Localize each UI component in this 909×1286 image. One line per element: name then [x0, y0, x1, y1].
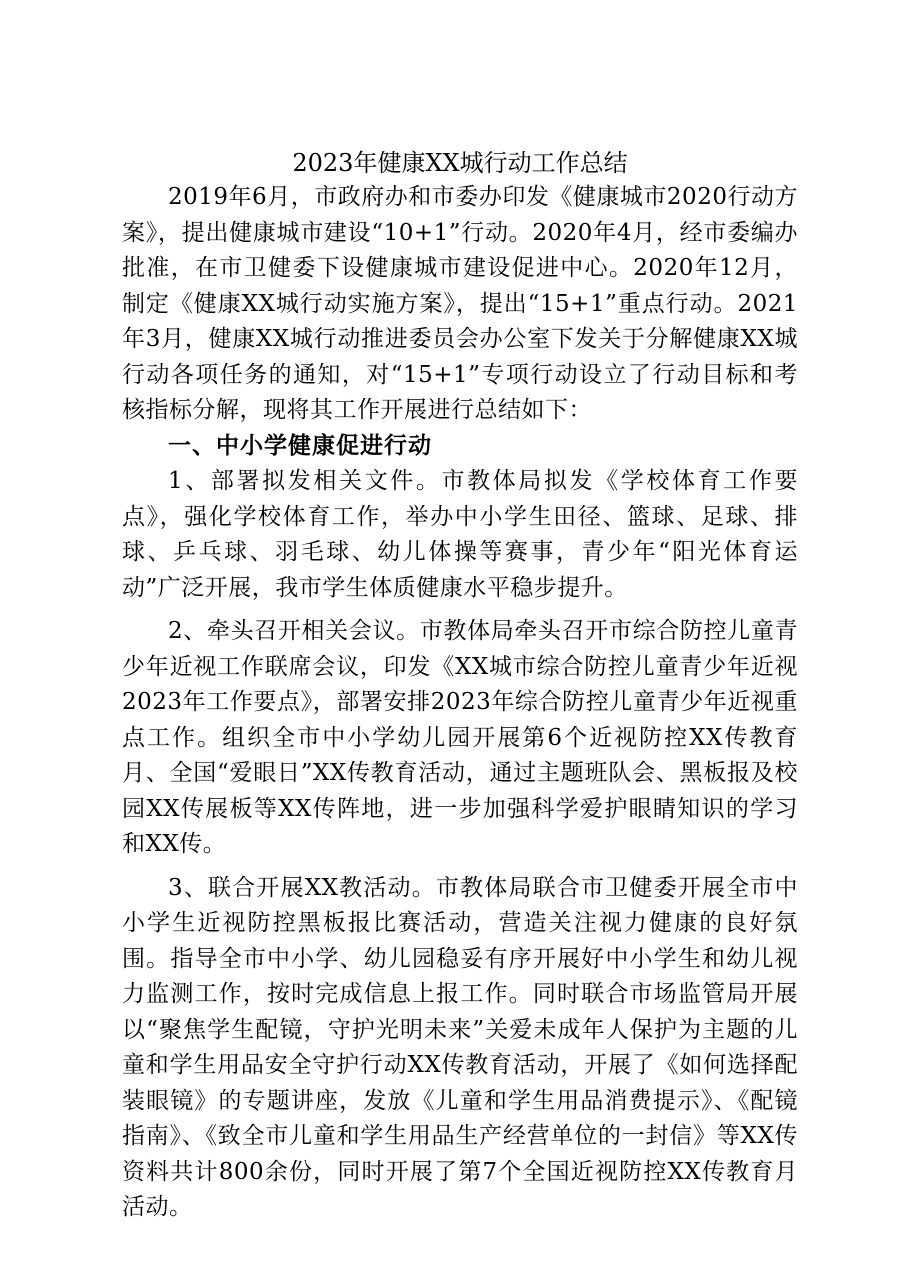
intro-paragraph: 2019年6月，市政府办和市委办印发《健康城市2020行动方案》，提出健康城市建设“10+1”行动。2020年4月，经市委编办批准，在市卫健委下设健康城市建设促进中心。2020年12月，制定《健康XX城行动实施方案》，提出“15+1”重点行动。2021年3月，健康XX城行动推进委员会办公室下发关于分解健康XX城行动各项任务的通知，对“15+1”专项行动设立了行动目标和考核指标分解，现将其工作开展进行总结如下： — [122, 184, 798, 423]
section-item-2: 2、牵头召开相关会议。市教体局牵头召开市综合防控儿童青少年近视工作联席会议，印发《XX城市综合防控儿童青少年近视2023年工作要点》，部署安排2023年综合防控儿童青少年近视重点工作。组织全市中小学幼儿园开展第6个近视防控XX传教育月、全国“爱眼日”XX传教育活动，通过主题班队会、黑板报及校园XX传展板等XX传阵地，进一步加强科学爱护眼睛知识的学习和XX传。 — [122, 618, 798, 857]
section-heading: 一、中小学健康促进行动 — [168, 432, 432, 459]
section-item-1: 1、部署拟发相关文件。市教体局拟发《学校体育工作要点》，强化学校体育工作，举办中小学生田径、篮球、足球、排球、乒乓球、羽毛球、幼儿体操等赛事，青少年“阳光体育运动”广泛开展，我市学生体质健康水平稳步提升。 — [122, 468, 798, 601]
document-title: 2023年健康XX城行动工作总结 — [292, 149, 628, 177]
section-item-3: 3、联合开展XX教活动。市教体局联合市卫健委开展全市中小学生近视防控黑板报比赛活动，营造关注视力健康的良好氛围。指导全市中小学、幼儿园稳妥有序开展好中小学生和幼儿视力监测工作，按时完成信息上报工作。同时联合市场监管局开展以“聚焦学生配镜，守护光明未来”关爱未成年人保护为主题的儿童和学生用品安全守护行动XX传教育活动，开展了《如何选择配装眼镜》的专题讲座，发放《儿童和学生用品消费提示》、《配镜指南》、《致全市儿童和学生用品生产经营单位的一封信》等XX传资料共计800余份，同时开展了第7个全国近视防控XX传教育月活动。 — [122, 874, 798, 1220]
document-body — [122, 146, 798, 1226]
